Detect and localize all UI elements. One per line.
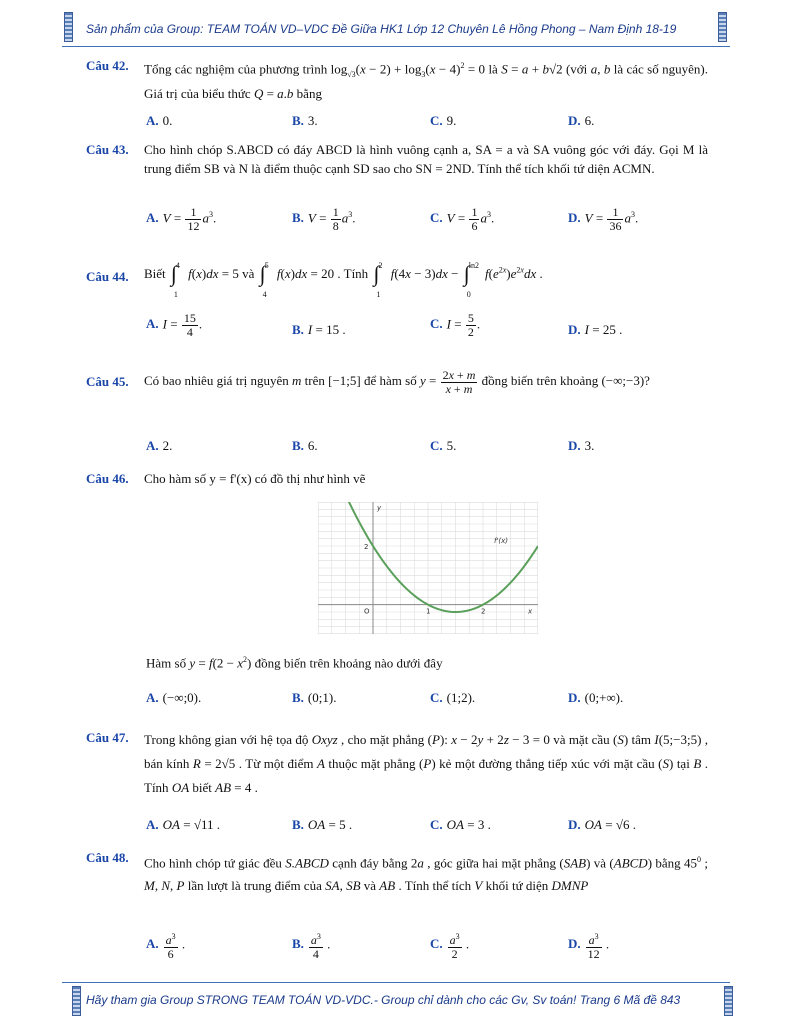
question-label: Câu 45. xyxy=(86,374,129,389)
question-text: Trong không gian với hệ tọa độ Oxyz , cho mặt phẳng (P): x − 2y + 2z − 3 = 0 và mặt cầu (S) tâm I(5;−3;5) , bán kính R = 2√5 . Từ một điểm A thuộc mặt phẳng (P) kẻ một đường thẳng tiếp xúc với mặt cầu (S) tại B . Tính OA biết AB = 4 . xyxy=(144,732,709,795)
option-c[interactable]: C. 9. xyxy=(430,113,457,128)
option-c[interactable]: C. (1;2). xyxy=(430,690,476,705)
origin-label: O xyxy=(364,607,370,616)
question-text: Tổng các nghiệm của phương trình $\log_{√3}(x - 2) + \log_3(x - 4)^2 = 0$ là S = a + b√2 (với a, b là các số nguyên). Giá trị của biểu thức Q = a.b bằng xyxy=(144,61,708,101)
question-label: Câu 46. xyxy=(86,471,129,486)
option-b[interactable]: B. 3. xyxy=(292,113,318,128)
option-d[interactable]: D. V = $\frac{1}{36}$ $a^3$. xyxy=(568,205,639,233)
option-a[interactable]: A. 2. xyxy=(146,438,173,453)
x-axis-label: x xyxy=(528,607,533,616)
x-tick-label: 1 xyxy=(426,607,431,616)
question-47 xyxy=(86,728,708,800)
option-b[interactable]: B. OA = 5 . xyxy=(292,817,353,832)
curve-label: f'(x) xyxy=(494,537,508,546)
header-text: Sản phẩm của Group: TEAM TOÁN VD–VDC Đề Giữa HK1 Lớp 12 Chuyên Lê Hồng Phong – Nam Định 18-19 xyxy=(86,22,677,36)
question-text: Cho hàm số y = f'(x) có đồ thị như hình vẽ xyxy=(144,471,366,486)
option-d[interactable]: D. 6. xyxy=(568,113,595,128)
option-d[interactable]: D. $\frac{a^3}{12}$ . xyxy=(568,932,610,961)
question-45 xyxy=(86,368,708,396)
question-label: Câu 47. xyxy=(86,730,129,745)
footer-right-ornament xyxy=(724,986,733,1016)
question-43 xyxy=(86,140,708,178)
question-text: Biết 4 ∫ 1 f(x)dx = 5 và 5 ∫ 4 f(x)dx = 20 . Tính 2 ∫ 1 f(4x − 3)dx − ln2 ∫ 0 $f(e^{2x})e^{2x}dx$ . xyxy=(144,261,543,299)
question-text: Có bao nhiêu giá trị nguyên m trên [−1;5] để hàm số y = $\frac{2x + m}{x + m}$ đồng biến trên khoảng (−∞;−3)? xyxy=(144,367,650,396)
question-46 xyxy=(86,469,708,488)
question-label: Câu 43. xyxy=(86,142,129,157)
question-46-sub xyxy=(146,650,706,672)
option-c[interactable]: C. OA = 3 . xyxy=(430,817,491,832)
question-subtext: Hàm số $y = f(2 - x^2)$ đồng biến trên khoảng nào dưới đây xyxy=(146,655,443,671)
y-axis-label: y xyxy=(377,504,382,512)
question-42 xyxy=(86,56,708,103)
option-b[interactable]: B. $\frac{a^3}{4}$ . xyxy=(292,932,331,961)
option-a[interactable]: A. OA = √11 . xyxy=(146,817,220,832)
option-b[interactable]: B. (0;1). xyxy=(292,690,337,705)
option-c[interactable]: C. $\frac{a^3}{2}$ . xyxy=(430,932,470,961)
question-44 xyxy=(86,258,708,299)
x-tick-label: 2 xyxy=(481,607,486,616)
option-d[interactable]: D. 3. xyxy=(568,438,595,453)
option-b[interactable]: B. V = $\frac{1}{8}$ $a^3$. xyxy=(292,205,356,233)
footer-left-ornament xyxy=(72,986,81,1016)
y-tick-label: 2 xyxy=(364,543,369,551)
option-c[interactable]: C. I = $\frac{5}{2}$ . xyxy=(430,311,481,339)
header-right-ornament xyxy=(718,12,727,42)
question-label: Câu 42. xyxy=(86,58,129,73)
option-b[interactable]: B. 6. xyxy=(292,438,318,453)
question-label: Câu 44. xyxy=(86,269,129,284)
derivative-graph xyxy=(318,502,538,634)
question-text: Cho hình chóp S.ABCD có đáy ABCD là hình vuông cạnh a, SA = a và SA vuông góc với đáy. Gọi M là trung điểm SB và N là điểm thuộc cạnh SD sao cho SN = 2ND. Tính thể tích khối tứ diện ACMN. xyxy=(144,142,708,176)
option-c[interactable]: C. V = $\frac{1}{6}$ $a^3$. xyxy=(430,205,495,233)
option-d[interactable]: D. I = 25 . xyxy=(568,322,623,337)
header-left-ornament xyxy=(64,12,73,42)
option-b[interactable]: B. I = 15 . xyxy=(292,322,346,337)
option-d[interactable]: D. (0;+∞). xyxy=(568,690,624,705)
option-a[interactable]: A. $\frac{a^3}{6}$ . xyxy=(146,932,186,961)
option-a[interactable]: A. I = $\frac{15}{4}$ . xyxy=(146,311,203,339)
option-a[interactable]: A. 0. xyxy=(146,113,173,128)
footer-text: Hãy tham gia Group STRONG TEAM TOÁN VD-VDC.- Group chỉ dành cho các Gv, Sv toán! Trang 6 Mã đề 843 xyxy=(86,993,681,1007)
page-header xyxy=(62,12,730,47)
option-c[interactable]: C. 5. xyxy=(430,438,457,453)
question-text: Cho hình chóp tứ giác đều S.ABCD cạnh đáy bằng 2a , góc giữa hai mặt phẳng (SAB) và (ABCD) bằng $45^0$ ; M, N, P lần lượt là trung điểm của SA, SB và AB . Tính thể tích V khối tứ diện DMNP xyxy=(144,855,708,894)
option-d[interactable]: D. OA = √6 . xyxy=(568,817,636,832)
page-footer xyxy=(62,982,730,1017)
question-48 xyxy=(86,848,708,897)
option-a[interactable]: A. V = $\frac{1}{12}$ $a^3$. xyxy=(146,205,217,233)
option-a[interactable]: A. (−∞;0). xyxy=(146,690,202,705)
question-label: Câu 48. xyxy=(86,850,129,865)
